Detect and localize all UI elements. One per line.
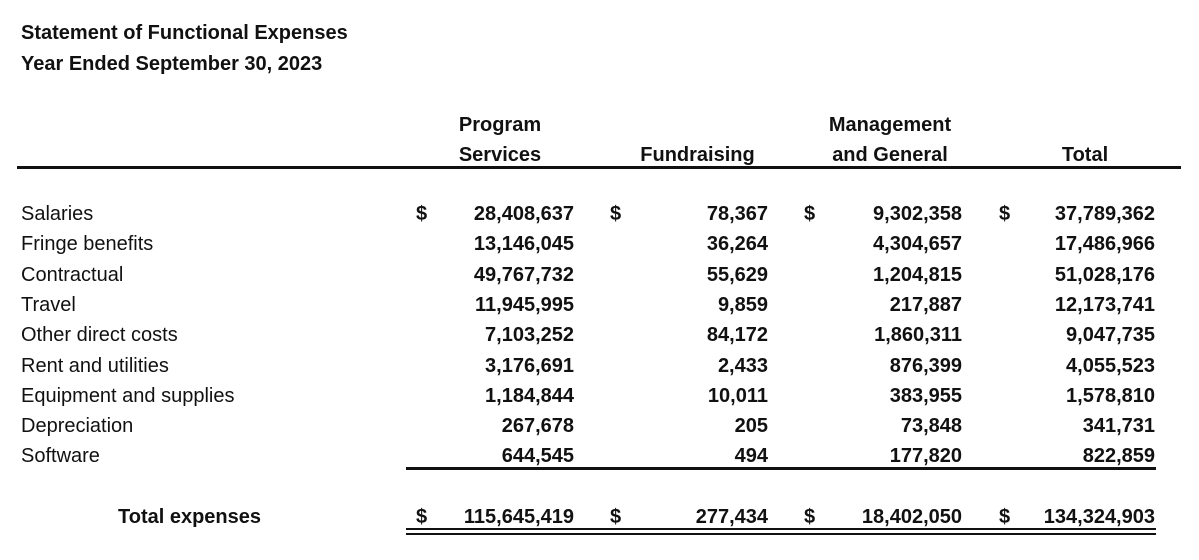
cell-total: 9,047,735 — [1066, 324, 1155, 347]
dollar-sign: $ — [610, 203, 622, 225]
subtotal-rule — [406, 467, 1156, 470]
cell-management-general: 4,304,657 — [873, 233, 962, 256]
row-label: Fringe benefits — [21, 233, 154, 256]
cell-management-general: 876,399 — [889, 354, 962, 377]
header-line-1 — [1030, 110, 1140, 140]
total-program-services: 115,645,419 — [463, 506, 574, 528]
column-header-management-general — [810, 110, 970, 170]
dollar-sign: $ — [999, 506, 1011, 528]
cell-management-general: 1,860,311 — [874, 324, 962, 347]
dollar-sign: $ — [804, 203, 816, 225]
header-rule — [17, 166, 1181, 169]
cell-program-services: 11,945,995 — [475, 293, 574, 316]
column-header-fundraising — [625, 110, 770, 170]
statement-period: Year Ended September 30, 2023 — [21, 53, 323, 75]
cell-management-general: 217,887 — [889, 293, 962, 316]
cell-program-services: 28,408,637 — [473, 203, 574, 225]
cell-program-services: 13,146,045 — [473, 233, 574, 256]
cell-fundraising: 2,433 — [717, 354, 768, 377]
row-label: Contractual — [21, 263, 124, 286]
cell-total: 37,789,362 — [1054, 203, 1155, 225]
cell-management-general: 73,848 — [900, 415, 962, 438]
total-fundraising: 277,434 — [695, 506, 768, 528]
dollar-sign: $ — [416, 203, 428, 225]
row-label: Travel — [21, 293, 76, 316]
total-double-rule-bottom — [406, 533, 1156, 535]
cell-program-services: 7,103,252 — [485, 324, 574, 347]
row-label: Other direct costs — [21, 324, 178, 347]
cell-fundraising: 78,367 — [706, 203, 768, 225]
header-line-2: Total — [1061, 144, 1109, 166]
header-line-1: Management — [828, 114, 952, 136]
cell-fundraising: 84,172 — [706, 324, 768, 347]
row-label: Equipment and supplies — [21, 384, 235, 407]
cell-fundraising: 10,011 — [707, 384, 768, 407]
cell-fundraising: 55,629 — [706, 263, 768, 286]
row-label: Rent and utilities — [21, 354, 169, 377]
row-label: Software — [21, 445, 100, 468]
cell-program-services: 267,678 — [501, 415, 574, 438]
row-label: Depreciation — [21, 415, 134, 438]
total-double-rule-top — [406, 528, 1156, 530]
statement-title: Statement of Functional Expenses — [21, 22, 348, 44]
dollar-sign: $ — [416, 506, 428, 528]
cell-management-general: 383,955 — [889, 384, 962, 407]
cell-fundraising: 494 — [734, 445, 768, 468]
cell-fundraising: 9,859 — [717, 293, 768, 316]
cell-program-services: 1,184,844 — [485, 384, 574, 407]
total-total: 134,324,903 — [1043, 506, 1155, 528]
dollar-sign: $ — [610, 506, 622, 528]
dollar-sign: $ — [999, 203, 1011, 225]
cell-total: 1,578,810 — [1066, 384, 1155, 407]
cell-management-general: 1,204,815 — [873, 263, 962, 286]
header-line-2: Fundraising — [640, 144, 755, 166]
column-header-program-services — [440, 110, 560, 170]
header-line-1: Program — [458, 114, 542, 136]
cell-program-services: 49,767,732 — [473, 263, 574, 286]
total-label: Total expenses — [118, 506, 262, 528]
header-line-2: and General — [832, 144, 948, 166]
cell-program-services: 644,545 — [501, 445, 574, 468]
header-line-2: Services — [458, 144, 542, 166]
total-management-general: 18,402,050 — [861, 506, 962, 528]
cell-total: 4,055,523 — [1066, 354, 1155, 377]
cell-management-general: 177,820 — [889, 445, 962, 468]
cell-management-general: 9,302,358 — [873, 203, 962, 225]
cell-total: 12,173,741 — [1054, 293, 1155, 316]
cell-program-services: 3,176,691 — [485, 354, 574, 377]
row-label: Salaries — [21, 203, 94, 225]
cell-total: 51,028,176 — [1054, 263, 1155, 286]
dollar-sign: $ — [804, 506, 816, 528]
cell-fundraising: 36,264 — [706, 233, 768, 256]
cell-total: 17,486,966 — [1054, 233, 1155, 256]
header-line-1 — [625, 110, 770, 140]
cell-total: 822,859 — [1082, 445, 1155, 468]
cell-total: 341,731 — [1082, 415, 1155, 438]
cell-fundraising: 205 — [734, 415, 768, 438]
column-header-total — [1030, 110, 1140, 170]
